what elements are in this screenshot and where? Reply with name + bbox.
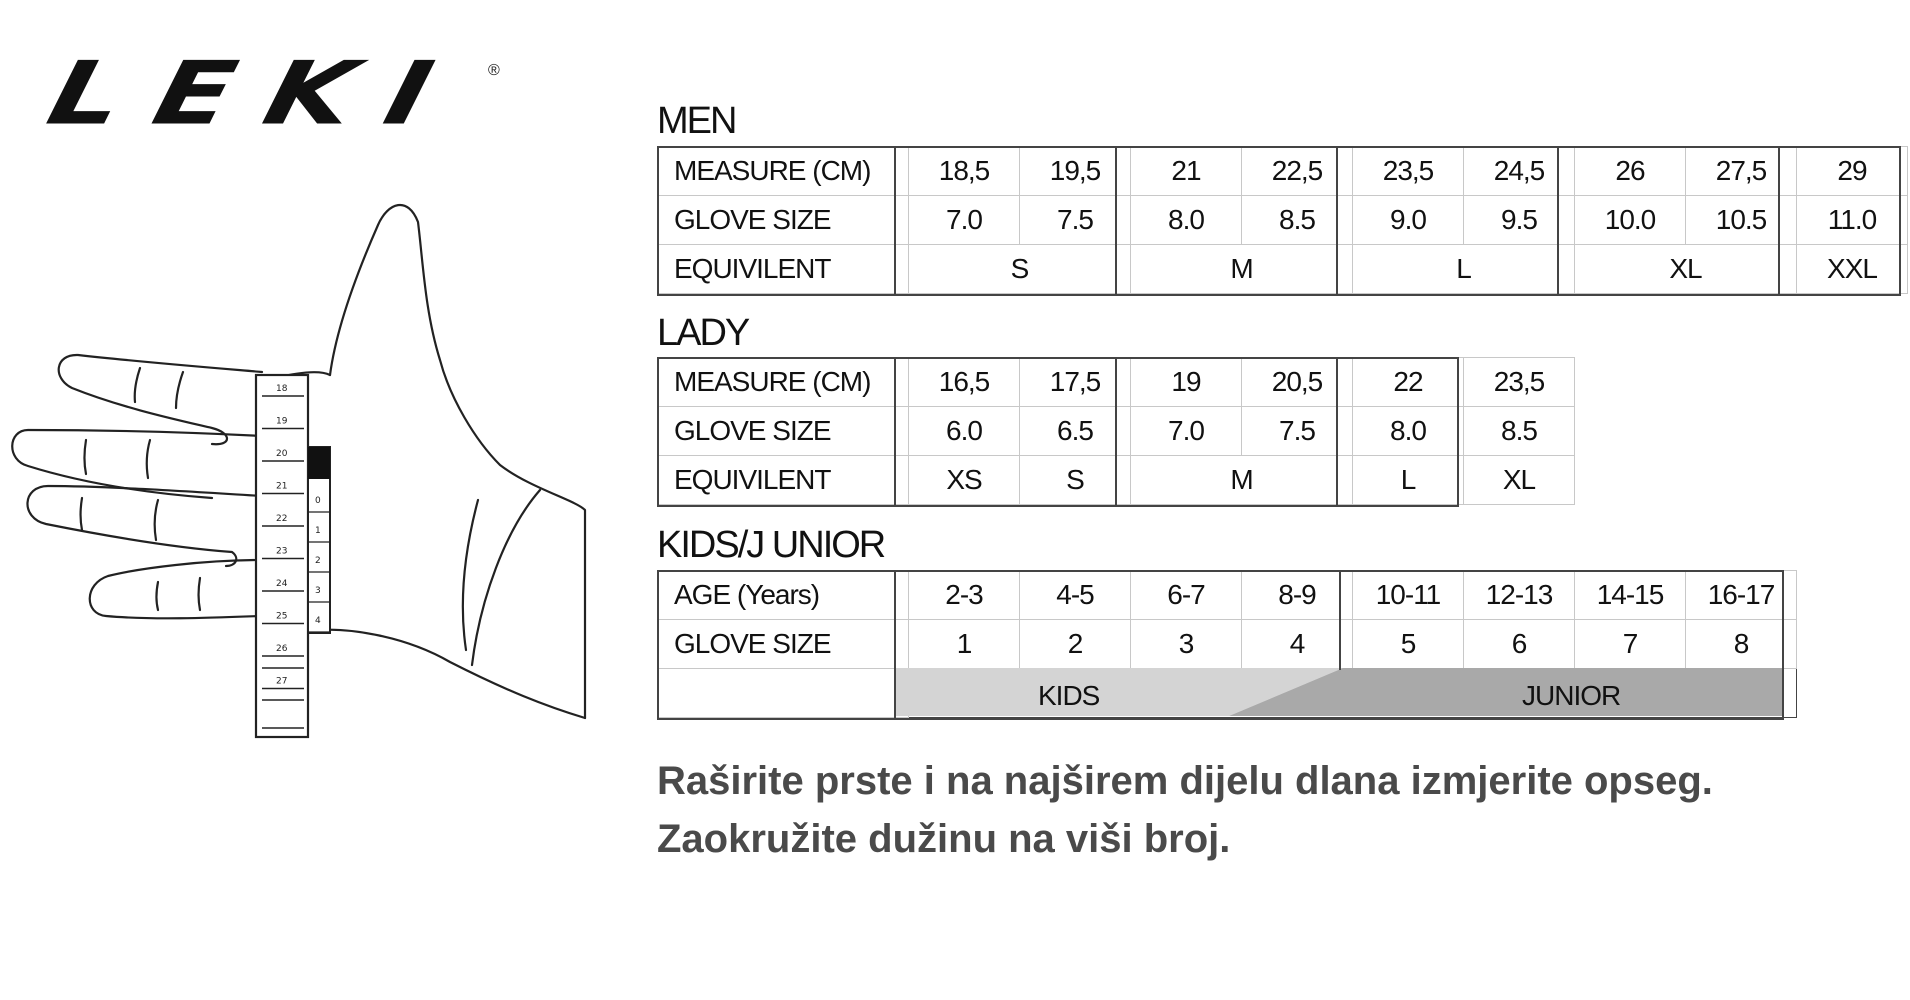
instruction-line: Raširite prste i na najširem dijelu dlana izmjerite opseg. [657, 759, 1713, 803]
lady-measure-cell: 20,5 [1242, 358, 1353, 407]
finger-crease [147, 440, 150, 478]
lady-glove-size-cell: 7.0 [1131, 407, 1242, 456]
men-glove-size-cell: 8.5 [1242, 196, 1353, 245]
lady-glove-size-cell: 8.5 [1464, 407, 1575, 456]
lady-glove-size-cell: 6.5 [1020, 407, 1131, 456]
ring-finger-outline [27, 486, 262, 566]
kids-glove-size-cell: 7 [1575, 620, 1686, 669]
lady-measure-cell: 19 [1131, 358, 1242, 407]
gauge-black-marker [308, 447, 330, 479]
instruction-line: Zaokružite dužinu na viši broj. [657, 817, 1231, 861]
lady-measure-cell: 23,5 [1464, 358, 1575, 407]
lady-glove-size-row [658, 407, 1575, 456]
measuring-instructions [657, 752, 1713, 868]
men-glove-size-cell: 9.5 [1464, 196, 1575, 245]
lady-glove-size-label: GLOVE SIZE [658, 407, 909, 456]
men-measure-cell: 26 [1575, 147, 1686, 196]
men-size-table [657, 146, 1908, 294]
lady-size-table [657, 357, 1575, 505]
lady-section-title: LADY [657, 312, 749, 354]
tape-tick-label: 21 [276, 481, 288, 492]
men-measure-cell: 29 [1797, 147, 1908, 196]
men-equivalent-cell: S [909, 245, 1131, 294]
finger-crease [199, 578, 201, 610]
lady-equivalent-cell: XL [1464, 456, 1575, 505]
lady-measure-cell: 22 [1353, 358, 1464, 407]
finger-crease [155, 500, 158, 540]
kids-glove-size-cell: 4 [1242, 620, 1353, 669]
men-glove-size-cell: 8.0 [1131, 196, 1242, 245]
finger-gauge-label: 1 [315, 526, 321, 536]
leki-logo: LEKI [38, 42, 477, 145]
men-glove-size-cell: 7.5 [1020, 196, 1131, 245]
finger-crease [85, 440, 87, 474]
men-section-title: MEN [657, 100, 736, 142]
thumb-outline [330, 205, 585, 718]
lady-equivalent-label: EQUIVILENT [658, 456, 909, 505]
finger-crease [81, 498, 83, 530]
tape-tick-label: 25 [276, 611, 288, 622]
men-glove-size-cell: 9.0 [1353, 196, 1464, 245]
finger-gauge-label: 2 [315, 556, 321, 566]
men-equivalent-row [658, 245, 1908, 294]
junior-band-label: JUNIOR [1522, 680, 1621, 711]
tape-tick-label: 23 [276, 546, 288, 557]
men-glove-size-cell: 10.5 [1686, 196, 1797, 245]
men-equivalent-cell: XXL [1797, 245, 1908, 294]
men-measure-cell: 23,5 [1353, 147, 1464, 196]
kids-band-label: KIDS [1038, 680, 1100, 711]
lady-measure-cell: 16,5 [909, 358, 1020, 407]
kids-section-title: KIDS/J UNIOR [657, 524, 885, 566]
kids-junior-band [896, 668, 1784, 718]
men-glove-size-row [658, 196, 1908, 245]
men-equivalent-cell: L [1353, 245, 1575, 294]
men-equivalent-cell: M [1131, 245, 1353, 294]
men-glove-size-cell: 10.0 [1575, 196, 1686, 245]
lady-equivalent-cell: L [1353, 456, 1464, 505]
lady-measure-cell: 17,5 [1020, 358, 1131, 407]
men-measure-cell: 19,5 [1020, 147, 1131, 196]
tape-tick-label: 26 [276, 644, 288, 654]
tape-tick-label: 18 [276, 384, 288, 394]
lady-equivalent-cell: XS [909, 456, 1020, 505]
men-equivalent-cell: XL [1575, 245, 1797, 294]
men-measure-cell: 21 [1131, 147, 1242, 196]
finger-gauge-label: 3 [315, 586, 321, 596]
finger-gauge-label: 0 [315, 496, 321, 506]
lady-equivalent-row [658, 456, 1575, 505]
kids-age-cell: 4-5 [1020, 571, 1131, 620]
kids-glove-size-cell: 2 [1020, 620, 1131, 669]
tape-tick-label: 19 [276, 416, 288, 427]
palm-crease [463, 500, 478, 650]
tape-tick-label: 20 [276, 449, 288, 459]
kids-age-row [658, 571, 1797, 620]
tape-tick-label: 27 [276, 676, 288, 687]
kids-glove-size-cell: 5 [1353, 620, 1464, 669]
men-measure-cell: 22,5 [1242, 147, 1353, 196]
kids-glove-size-cell: 8 [1686, 620, 1797, 669]
lady-equivalent-cell: S [1020, 456, 1131, 505]
men-equivalent-label: EQUIVILENT [658, 245, 909, 294]
kids-glove-size-label: GLOVE SIZE [658, 620, 909, 669]
kids-glove-size-cell: 1 [909, 620, 1020, 669]
kids-age-cell: 14-15 [1575, 571, 1686, 620]
wrist-outline [318, 630, 585, 718]
kids-age-cell: 6-7 [1131, 571, 1242, 620]
men-measure-cell: 27,5 [1686, 147, 1797, 196]
men-measure-row [658, 147, 1908, 196]
lady-measure-label: MEASURE (CM) [658, 358, 909, 407]
kids-age-label: AGE (Years) [658, 571, 909, 620]
little-finger-outline [90, 560, 262, 618]
kids-age-cell: 16-17 [1686, 571, 1797, 620]
finger-crease [176, 372, 183, 408]
kids-category-label-empty [658, 669, 909, 718]
lady-equivalent-cell: M [1131, 456, 1353, 505]
kids-glove-size-cell: 3 [1131, 620, 1242, 669]
lady-glove-size-cell: 7.5 [1242, 407, 1353, 456]
kids-glove-size-cell: 6 [1464, 620, 1575, 669]
registered-mark: ® [488, 62, 500, 79]
hand-measuring-illustration [0, 180, 600, 760]
kids-age-cell: 12-13 [1464, 571, 1575, 620]
finger-crease [135, 368, 140, 402]
kids-age-cell: 8-9 [1242, 571, 1353, 620]
kids-age-cell: 10-11 [1353, 571, 1464, 620]
measuring-tape [256, 375, 330, 737]
tape-tick-label: 24 [276, 579, 288, 589]
palm-crease [472, 490, 540, 665]
kids-age-cell: 2-3 [909, 571, 1020, 620]
men-glove-size-cell: 7.0 [909, 196, 1020, 245]
men-glove-size-cell: 11.0 [1797, 196, 1908, 245]
lady-glove-size-cell: 8.0 [1353, 407, 1464, 456]
finger-crease [157, 582, 159, 610]
men-glove-size-label: GLOVE SIZE [658, 196, 909, 245]
lady-glove-size-cell: 6.0 [909, 407, 1020, 456]
kids-glove-size-row [658, 620, 1797, 669]
finger-gauge-label: 4 [315, 616, 321, 626]
men-measure-label: MEASURE (CM) [658, 147, 909, 196]
lady-measure-row [658, 358, 1575, 407]
tape-tick-label: 22 [276, 514, 288, 524]
men-measure-cell: 18,5 [909, 147, 1020, 196]
men-measure-cell: 24,5 [1464, 147, 1575, 196]
